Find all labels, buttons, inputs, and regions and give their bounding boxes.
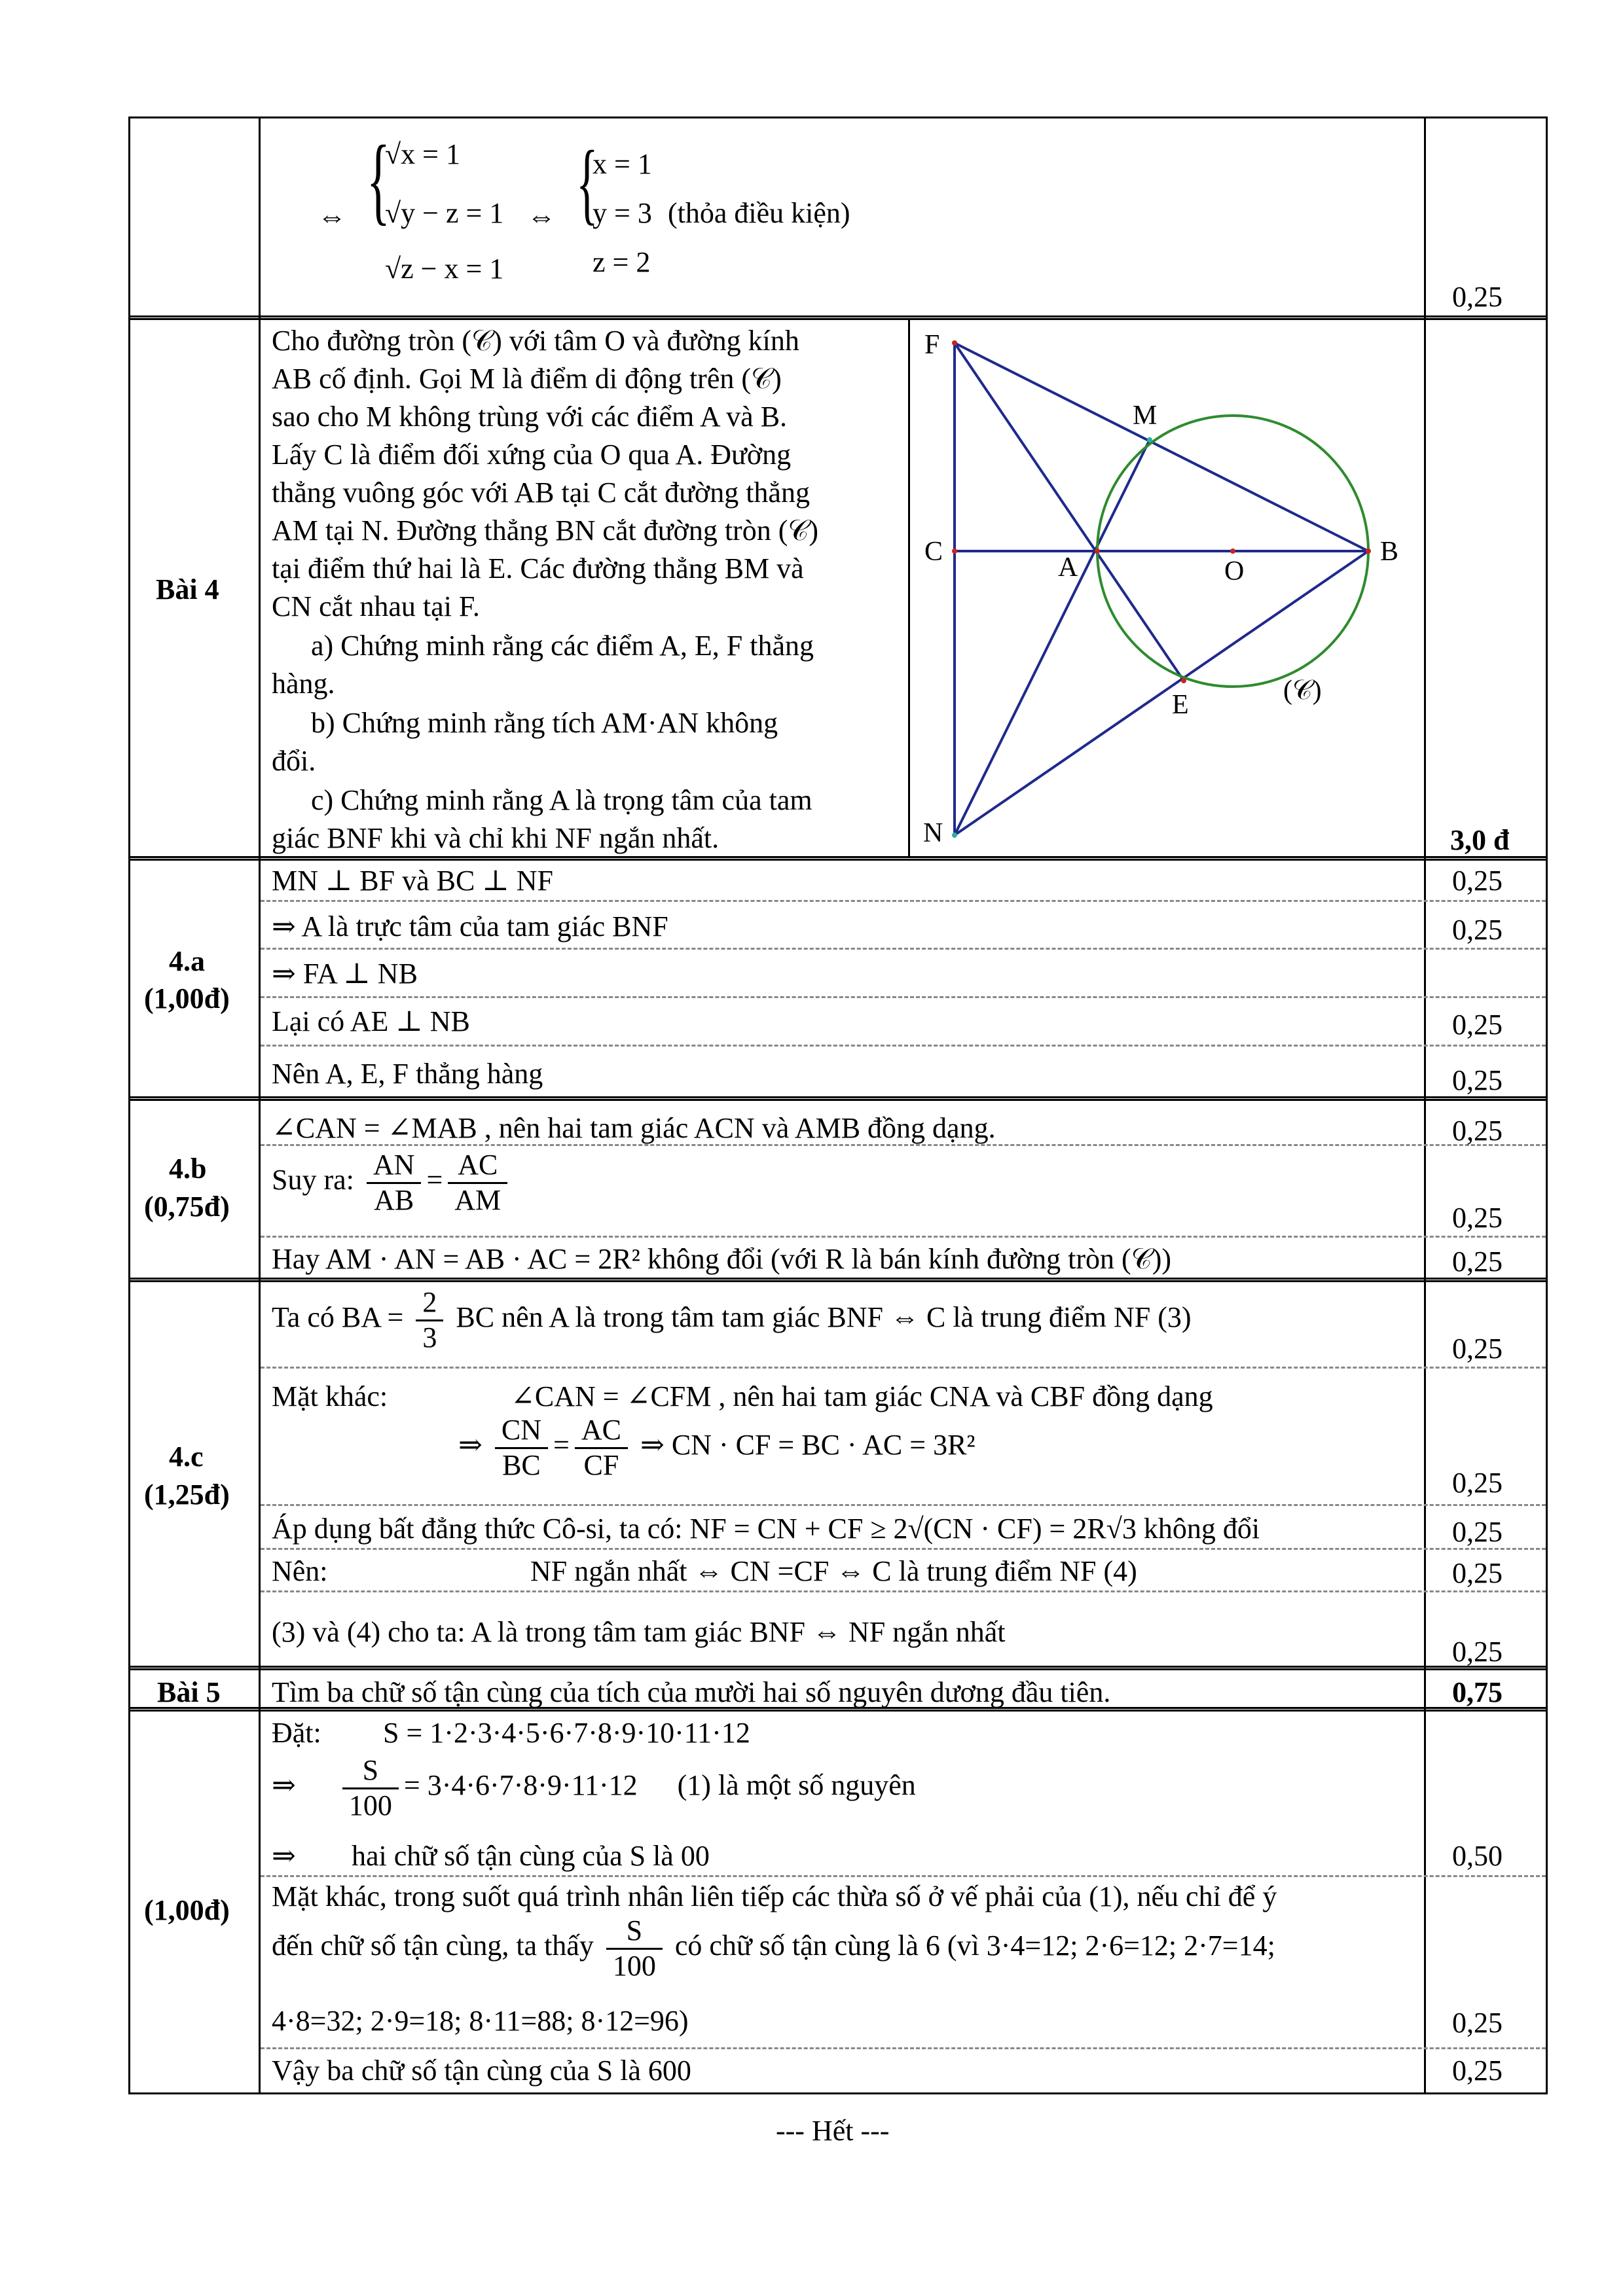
part4b-score-1: 0,25 <box>1452 1115 1503 1147</box>
rule-top <box>128 117 1548 118</box>
rule-row2 <box>128 856 1548 861</box>
point-C-dot <box>952 548 957 554</box>
part4c-score-1: 0,25 <box>1452 1333 1503 1365</box>
label-F: F <box>924 330 940 360</box>
part4a-score-1: 0,25 <box>1452 865 1503 897</box>
bai4-problem-line-12: đổi. <box>272 745 316 777</box>
part5-line-4: Mặt khác, trong suốt quá trình nhân liên tiếp các thừa số ở vế phải của (1), nếu chỉ để ý <box>272 1880 1277 1912</box>
part4c-line-6: (3) và (4) cho ta: A là trong tâm tam giác BNF ⇔ NF ngắn nhất <box>272 1616 1006 1648</box>
part5-dat: Đặt: <box>272 1717 321 1749</box>
fraction-AC-CF <box>575 1414 628 1482</box>
part4c-line-4: Áp dụng bất đẳng thức Cô-si, ta có: NF = CN + CF ≥ 2√(CN · CF) = 2R√3 không đổi <box>272 1513 1260 1545</box>
system-2-eq-3: z = 2 <box>593 246 651 278</box>
table-border-left <box>128 117 130 2094</box>
segment-NM <box>955 440 1150 835</box>
bai5-label: Bài 5 <box>157 1676 221 1708</box>
part5-score-1: 0,50 <box>1452 1840 1503 1872</box>
part5-line-2 <box>272 1754 916 1822</box>
system-2-eq-1: x = 1 <box>593 148 652 180</box>
figure-points <box>952 340 1371 838</box>
segment-FB <box>955 343 1368 551</box>
table-border-col2 <box>1424 117 1426 2094</box>
part5-s-definition: S = 1·2·3·4·5·6·7·8·9·10·11·12 <box>383 1717 750 1749</box>
label-E: E <box>1172 690 1189 720</box>
part5-points: (1,00đ) <box>144 1894 230 1926</box>
rule-row4 <box>128 1278 1548 1282</box>
point-M-dot <box>1147 437 1152 442</box>
geometry-figure <box>910 321 1424 856</box>
label-M: M <box>1133 401 1158 431</box>
part4c-line-5: NF ngắn nhất ⇔ CN =CF ⇔ C là trung điểm NF (4) <box>530 1555 1137 1587</box>
part4a-line-1: MN ⊥ BF và BC ⊥ NF <box>272 865 553 897</box>
part4c-line-2: ∠CAN = ∠CFM , nên hai tam giác CNA và CBF đồng dạng <box>511 1380 1213 1412</box>
part4c-line-3 <box>458 1414 976 1482</box>
point-O-dot <box>1230 548 1235 554</box>
equiv-symbol-2: ⇔ <box>527 200 556 232</box>
part4a-points: (1,00đ) <box>144 982 230 1014</box>
part4c-line-1-suffix: BC nên A là trong tâm tam giác BNF ⇔ C là trung điểm NF (3) <box>456 1301 1192 1334</box>
part4b-points: (0,75đ) <box>144 1191 230 1223</box>
sep-5-2 <box>261 2047 1546 2049</box>
bai4-problem-line-4: Lấy C là điểm đối xứng của O qua A. Đường <box>272 439 792 471</box>
fraction-S-100 <box>342 1754 399 1822</box>
point-N-dot <box>952 833 957 838</box>
part5-score-3: 0,25 <box>1452 2054 1503 2087</box>
fraction-denominator: 100 <box>612 1949 656 1982</box>
implies-symbol: ⇒ <box>458 1429 483 1462</box>
part4a-label: 4.a <box>169 945 205 977</box>
equiv-symbol: ⇔ <box>318 200 346 232</box>
part4a-line-5: Nên A, E, F thẳng hàng <box>272 1058 543 1090</box>
system-1-eq-1: √x = 1 <box>385 138 460 170</box>
part4b-label: 4.b <box>169 1153 207 1185</box>
figure-lines <box>955 343 1368 835</box>
sep-4c-4 <box>261 1590 1546 1592</box>
part4c-ta-co: Ta có BA = <box>272 1301 404 1334</box>
system-2-eq-2: y = 3 <box>593 197 652 229</box>
point-E-dot <box>1181 678 1186 683</box>
condition-note: (thỏa điều kiện) <box>668 197 850 229</box>
fraction-denominator: AB <box>374 1183 414 1216</box>
score: 0,25 <box>1452 281 1503 313</box>
bai4-problem-line-13: c) Chứng minh rằng A là trọng tâm của tam <box>311 784 812 816</box>
part4c-points: (1,25đ) <box>144 1479 230 1511</box>
integer-note: (1) là một số nguyên <box>677 1769 916 1802</box>
rule-row1 <box>128 315 1548 320</box>
bai4-problem-line-3: sao cho M không trùng với các điểm A và B. <box>272 401 788 433</box>
part5-line-7: Vậy ba chữ số tận cùng của S là 600 <box>272 2054 691 2087</box>
fraction-denominator: BC <box>502 1448 541 1481</box>
fraction-numerator: S <box>342 1754 399 1789</box>
part4c-score-3: 0,25 <box>1452 1516 1503 1548</box>
fraction-numerator: AC <box>448 1149 507 1184</box>
part4a-line-3: ⇒ FA ⊥ NB <box>272 958 418 990</box>
bai4-problem-line-6: AM tại N. Đường thẳng BN cắt đường tròn (𝒞) <box>272 514 819 547</box>
part4c-line-1 <box>272 1286 1192 1354</box>
sep-4a-3 <box>261 996 1546 998</box>
bai4-problem-line-7: tại điểm thứ hai là E. Các đường thẳng BM và <box>272 552 804 584</box>
part4c-label: 4.c <box>169 1441 204 1473</box>
table-border-col1 <box>259 117 261 2094</box>
sep-4c-1 <box>261 1367 1546 1369</box>
bai4-label: Bài 4 <box>156 573 219 605</box>
part5-line-5-suffix: có chữ số tận cùng là 6 (vì 3·4=12; 2·6=12; 2·7=14; <box>674 1929 1275 1962</box>
bai4-problem-line-8: CN cắt nhau tại F. <box>272 590 480 622</box>
sep-4a-2 <box>261 948 1546 950</box>
part4c-score-4: 0,25 <box>1452 1557 1503 1589</box>
label-circle: (𝒞) <box>1283 675 1322 706</box>
footer-end-mark: --- Hết --- <box>776 2115 890 2147</box>
fraction-denominator: 100 <box>348 1789 392 1821</box>
part4a-line-4: Lại có AE ⊥ NB <box>272 1005 470 1037</box>
bai4-problem-line-1: Cho đường tròn (𝒞) với tâm O và đường kính <box>272 325 799 357</box>
fraction-denominator: 3 <box>422 1321 437 1354</box>
sep-4a-4 <box>261 1045 1546 1047</box>
part5-line-6: 4·8=32; 2·9=18; 8·11=88; 8·12=96) <box>272 2005 689 2037</box>
point-B-dot <box>1366 548 1371 554</box>
point-A-dot <box>1095 548 1100 554</box>
part4a-score-2: 0,25 <box>1452 914 1503 946</box>
part5-line-3: hai chữ số tận cùng của S là 00 <box>352 1840 710 1872</box>
implies-symbol: ⇒ <box>272 1769 296 1802</box>
product-rhs: = 3·4·6·7·8·9·11·12 <box>403 1769 638 1802</box>
fraction-denominator: AM <box>454 1183 501 1216</box>
fraction-numerator: AN <box>367 1149 422 1184</box>
part4c-nen: Nên: <box>272 1555 328 1587</box>
part4a-line-2: ⇒ A là trực tâm của tam giác BNF <box>272 910 668 942</box>
rule-bottom <box>128 2092 1548 2094</box>
part4b-line-3: Hay AM · AN = AB · AC = 2R² không đổi (với R là bán kính đường tròn (𝒞)) <box>272 1243 1172 1275</box>
label-A: A <box>1058 552 1078 583</box>
part4c-mat-khac: Mặt khác: <box>272 1380 388 1412</box>
part4b-line-1: ∠CAN = ∠MAB , nên hai tam giác ACN và AMB đồng dạng. <box>272 1112 996 1144</box>
part4b-suy-ra: Suy ra: <box>272 1164 354 1196</box>
label-N: N <box>923 818 943 848</box>
sep-4b-2 <box>261 1236 1546 1238</box>
fraction-numerator: S <box>606 1914 663 1950</box>
system-1-eq-3: √z − x = 1 <box>385 253 504 285</box>
part5-line-5-prefix: đến chữ số tận cùng, ta thấy <box>272 1929 594 1962</box>
part5-score-2: 0,25 <box>1452 2007 1503 2039</box>
fraction-AN-AB <box>367 1149 422 1217</box>
part5-line-5 <box>272 1914 1275 1982</box>
bai5-problem: Tìm ba chữ số tận cùng của tích của mười hai số nguyên dương đầu tiên. <box>272 1676 1111 1708</box>
fraction-denominator: CF <box>583 1448 619 1481</box>
table-border-right <box>1546 117 1548 2094</box>
label-O: O <box>1224 556 1245 586</box>
rule-row5 <box>128 1666 1548 1670</box>
fraction-numerator: CN <box>495 1414 548 1449</box>
equals-sign: = <box>553 1429 570 1462</box>
bai4-problem-line-5: thẳng vuông góc với AB tại C cắt đường thẳng <box>272 476 810 509</box>
part4c-score-2: 0,25 <box>1452 1467 1503 1499</box>
sep-4a-1 <box>261 900 1546 902</box>
part4a-score-5: 0,25 <box>1452 1064 1503 1096</box>
part4c-line-3-suffix: ⇒ CN · CF = BC · AC = 3R² <box>640 1429 976 1462</box>
bai5-score: 0,75 <box>1452 1676 1503 1708</box>
bai4-score: 3,0 đ <box>1450 824 1510 856</box>
point-F-dot <box>952 340 957 346</box>
segment-FE <box>955 343 1184 681</box>
part4c-score-5: 0,25 <box>1452 1636 1503 1668</box>
sep-5-1 <box>261 1875 1546 1877</box>
part4b-score-3: 0,25 <box>1452 1246 1503 1278</box>
bai4-problem-line-2: AB cố định. Gọi M là điểm di động trên (𝒞) <box>272 363 782 395</box>
system-brace-2: { <box>576 132 598 234</box>
fraction-CN-BC <box>495 1414 548 1482</box>
label-B: B <box>1380 537 1399 567</box>
bai4-problem-line-10: hàng. <box>272 668 335 700</box>
bai4-problem-line-9: a) Chứng minh rằng các điểm A, E, F thẳng <box>311 630 814 662</box>
bai4-problem-line-14: giác BNF khi và chỉ khi NF ngắn nhất. <box>272 822 720 854</box>
part4b-line-2 <box>272 1149 513 1217</box>
equals-sign: = <box>426 1164 443 1196</box>
fraction-numerator: AC <box>575 1414 628 1449</box>
sep-4c-2 <box>261 1504 1546 1506</box>
sep-4c-3 <box>261 1548 1546 1550</box>
fraction-numerator: 2 <box>416 1286 443 1321</box>
system-brace-1: { <box>367 126 390 234</box>
system-1-eq-2: √y − z = 1 <box>385 197 504 229</box>
rule-row3 <box>128 1096 1548 1101</box>
part4b-score-2: 0,25 <box>1452 1202 1503 1234</box>
part4a-score-4: 0,25 <box>1452 1009 1503 1041</box>
part5-arrow-2: ⇒ <box>272 1840 296 1872</box>
bai4-problem-line-11: b) Chứng minh rằng tích AM·AN không <box>311 707 778 739</box>
label-C: C <box>924 537 943 567</box>
fraction-2-3 <box>416 1286 443 1354</box>
fraction-S-100-b <box>606 1914 663 1982</box>
fraction-AC-AM <box>448 1149 507 1217</box>
